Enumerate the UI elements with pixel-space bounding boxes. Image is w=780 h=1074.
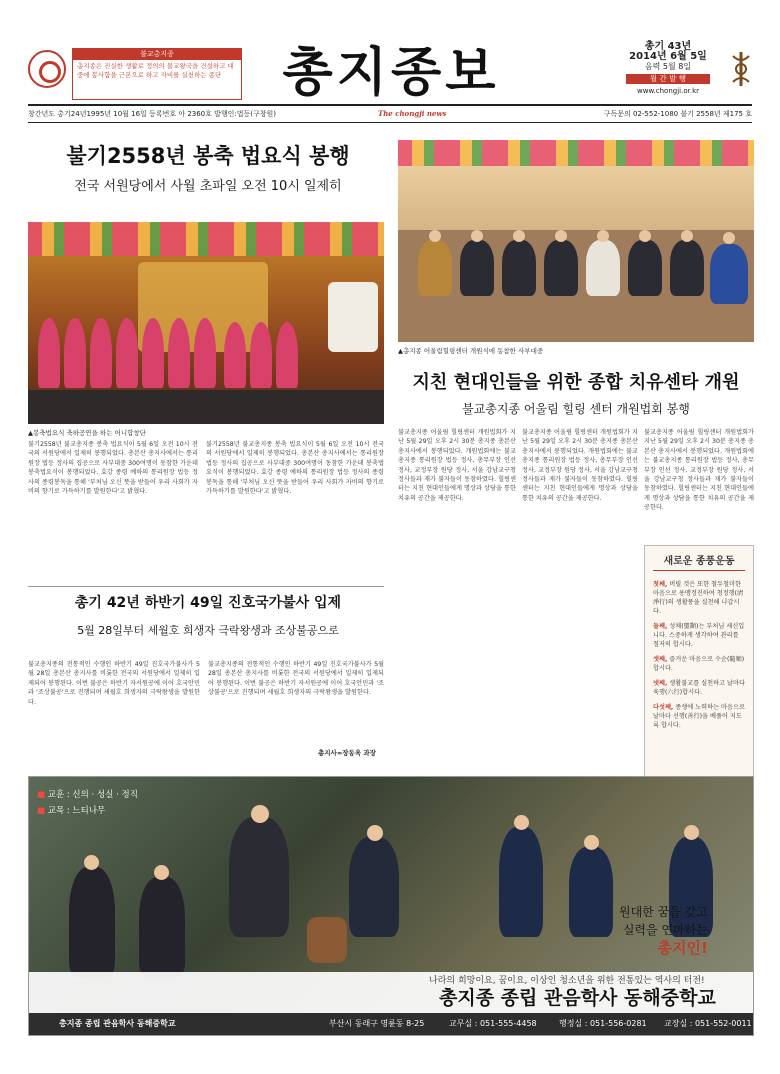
sidebar-item: 넷째, 생활불교를 실천하고 날마다 육행(六行)합시다. bbox=[653, 680, 745, 696]
footer-phone-admin[interactable]: 행정실 : 051-556-0281 bbox=[559, 1019, 647, 1028]
info-bar bbox=[28, 107, 752, 121]
article3-body-col1 bbox=[28, 660, 200, 756]
school-mottos: ■ 교훈 : 신의 · 성실 · 정직 ■ 교목 : 느티나무 bbox=[37, 790, 138, 816]
article2-body-col2 bbox=[522, 428, 638, 768]
article2-subhead: 불교총지종 어울림 힐링 센터 개원법회 봉행 bbox=[462, 402, 690, 416]
frequency-badge: 월 간 발 행 bbox=[626, 74, 710, 84]
article1-body: 불기2558년 불교총지종 봉축 법요식이 5월 6일 오전 10시 전국의 서원당에서 일제히 봉행되었다. 총본산 총지사에서는 통리원장 법등 정사의 집공으로 사부대중 300여명이 동참한 가운데 봉축법요식이 봉행되었다. 효강 종령 예하의 통리원장 법등 정사의 종령봉독을 통해 '부처님 오신 뜻을 받들어 우리 사회가 자비의 향기로 가득하기를 발원한다'고 밝혔다. bbox=[28, 441, 198, 496]
ad-school-name: 총지종 종립 관음학사 동해중학교 bbox=[439, 987, 716, 1009]
registration-info: 창간년도 총기24년1995년 10월 16일 등록번호 아 2360호 발행인:법등(구창원) bbox=[28, 110, 277, 118]
ad-tagline: 나라의 희망이요, 꿈이요, 이상인 청소년을 위한 전통있는 역사의 터전! bbox=[429, 976, 705, 986]
motto-head: 불교총지종 bbox=[73, 49, 241, 60]
ad-footer bbox=[29, 1013, 753, 1035]
school-tree: 교목 : 느티나무 bbox=[47, 806, 106, 816]
issue-info bbox=[620, 42, 716, 96]
newspaper-title: 총지종보 bbox=[282, 43, 500, 103]
motto-text: 총지종은 진실한 생활로 정의의 불교왕국을 건설하고 대중에 봉사함을 근본으로 하고 자비를 실천하는 종단 bbox=[77, 62, 234, 79]
article1-body-cont: 불기2558년 불교총지종 봉축 법요식이 5월 6일 오전 10시 전국의 서원당에서 일제히 봉행되었다. 총본산 총지사에서는 통리원장 법등 정사의 집공으로 사부대중 300여명이 동참한 가운데 봉축법요식이 봉행되었다. 효강 종령 예하의 통리원장 법등 정사의 종령봉독을 통해 '부처님 오신 뜻을 받들어 우리 사회가 자비의 향기로 가득하기를 발원한다'고 밝혔다. bbox=[206, 441, 384, 496]
article2-body-col3 bbox=[644, 428, 754, 538]
dharma-wheel-icon bbox=[28, 50, 66, 88]
sidebar-item: 첫째, 버릴 것은 또한 철두철미한 마음으로 용맹정진하여 청정행(淸淨行)의 생활풍을 실천해 나갑시다. bbox=[653, 581, 744, 615]
sidebar-head: 새로운 종풍운동 bbox=[653, 552, 745, 571]
school-advertisement[interactable] bbox=[28, 776, 754, 1036]
article2-body: 불교총지종 어울림 힐링센터 개원법회가 지난 5월 29일 오후 2시 30분 총지종 총본산 총지사에서 봉행되었다. 개원법회에는 불교총지종 통리원장 법등 정사, 총무부장 인선 정사, 교정부장 원당 정사, 서울 강남교구청 정사들과 재가 불자들이 동참하였다. 힐링센터는 지친 현대인들에게 명상과 상담을 통한 치유의 공간을 제공한다. bbox=[398, 429, 516, 502]
top-rule bbox=[28, 104, 752, 106]
footer-school: 총지종 종립 관음학사 동해중학교 bbox=[59, 1019, 176, 1028]
article2-caption: ▲총지종 어울림힐링센터 개원식에 동참한 사부대중 bbox=[398, 347, 544, 355]
footer-address: 부산시 동래구 명륜동 8-25 bbox=[329, 1019, 425, 1028]
article3-rule bbox=[28, 586, 384, 587]
lantern-decoration bbox=[28, 222, 384, 256]
article2-body-cont: 불교총지종 어울림 힐링센터 개원법회가 지난 5월 29일 오후 2시 30분 총지종 총본산 총지사에서 봉행되었다. 개원법회에는 불교총지종 통리원장 법등 정사, 총무부장 인선 정사, 교정부장 원당 정사, 서울 강남교구청 정사들과 재가 불자들이 동참하였다. 힐링센터는 지친 현대인들에게 명상과 상담을 통한 치유의 공간을 제공한다. bbox=[522, 429, 638, 502]
bottom-rule bbox=[28, 122, 752, 123]
lantern-decoration-2 bbox=[398, 140, 754, 166]
article1-body-col1 bbox=[28, 440, 198, 580]
sidebar-item: 다섯째, 종생에 노력하는 마음으로 날마다 선행(善行)을 베풀어 지도록 합시다. bbox=[653, 704, 745, 729]
article2-body-col1 bbox=[398, 428, 516, 768]
article2-photo bbox=[398, 140, 754, 342]
footer-phone-office[interactable]: 교무실 : 051-555-4458 bbox=[449, 1019, 537, 1028]
subscription-info: 구독문의 02-552-1080 불기 2558년 제175 호 bbox=[603, 110, 752, 118]
jongpung-sidebar bbox=[644, 545, 754, 785]
motto-box bbox=[72, 48, 242, 100]
article1-photo bbox=[28, 222, 384, 424]
article3-subhead: 5월 28일부터 세월호 희생자 극락왕생과 조상불공으로 bbox=[77, 624, 339, 637]
english-title: The chongji news bbox=[378, 109, 447, 118]
article1-caption: ▲봉축법요식 축하공연을 하는 어니합창단 bbox=[28, 429, 146, 437]
sidebar-item: 셋째, 즐거운 마음으로 수순(隨順)합시다. bbox=[653, 656, 745, 672]
article2-headline[interactable]: 지친 현대인들을 위한 종합 치유센타 개원 bbox=[412, 372, 740, 393]
article3-byline: 총지사=장동욱 과장 bbox=[318, 749, 376, 757]
site-url[interactable]: www.chongji.or.kr bbox=[637, 87, 699, 95]
article3-body-cont: 불교총지종의 전통적인 수행인 하반기 49일 진호국가불사가 5월 28일 총본산 총지사를 비롯한 전국의 서원당에서 일제히 입제되어 봉행된다. 이번 불공은 하반기 자서원공에 이어 호국안민과 '조상불공'으로 진행되며 세월호 희생자의 극락왕생을 발원한다. bbox=[208, 661, 384, 697]
school-slogan: 원대한 꿈을 갖고 실력을 연마하는 총지인! bbox=[619, 905, 708, 957]
issue-date: 2014년 6월 5일 bbox=[629, 51, 707, 62]
article3-body: 불교총지종의 전통적인 수행인 하반기 49일 진호국가불사가 5월 28일 총본산 총지사를 비롯한 전국의 서원당에서 일제히 입제되어 봉행된다. 이번 불공은 하반기 자서원공에 이어 호국안민과 '조상불공'으로 진행되며 세월호 희생자의 극락왕생을 발원한다. bbox=[28, 661, 200, 706]
school-motto: 교훈 : 신의 · 성실 · 정직 bbox=[47, 790, 138, 800]
article3-headline[interactable]: 총기 42년 하반기 49일 진호국가불사 입제 bbox=[74, 595, 342, 611]
article1-body-col2 bbox=[206, 440, 384, 580]
masthead bbox=[28, 41, 752, 104]
footer-phone-principal[interactable]: 교장실 : 051-552-0011 bbox=[664, 1019, 752, 1028]
vajra-icon bbox=[728, 50, 754, 88]
article3-body-col2 bbox=[208, 660, 384, 746]
issue-number: 총기 43년 bbox=[644, 41, 692, 52]
article1-headline[interactable]: 불기2558년 봉축 법요식 봉행 bbox=[66, 144, 350, 168]
sidebar-item: 둘째, 성채(聖顚)는 부처님 세신입니다. 스중하게 생각하여 관리를 철저히 합시다. bbox=[653, 623, 745, 648]
lunar-date: 음력 5월 8일 bbox=[644, 62, 692, 71]
article2-body-end: 불교총지종 어울림 힐링센터 개원법회가 지난 5월 29일 오후 2시 30분 총지종 총본산 총지사에서 봉행되었다. 개원법회에는 불교총지종 통리원장 법등 정사, 총무부장 인선 정사, 교정부장 원당 정사, 서울 강남교구청 정사들과 재가 불자들이 동참하였다. 힐링센터는 지친 현대인들에게 명상과 상담을 통한 치유의 공간을 제공한다. bbox=[644, 429, 754, 512]
article1-subhead: 전국 서원당에서 사월 초파일 오전 10시 일제히 bbox=[74, 179, 342, 194]
